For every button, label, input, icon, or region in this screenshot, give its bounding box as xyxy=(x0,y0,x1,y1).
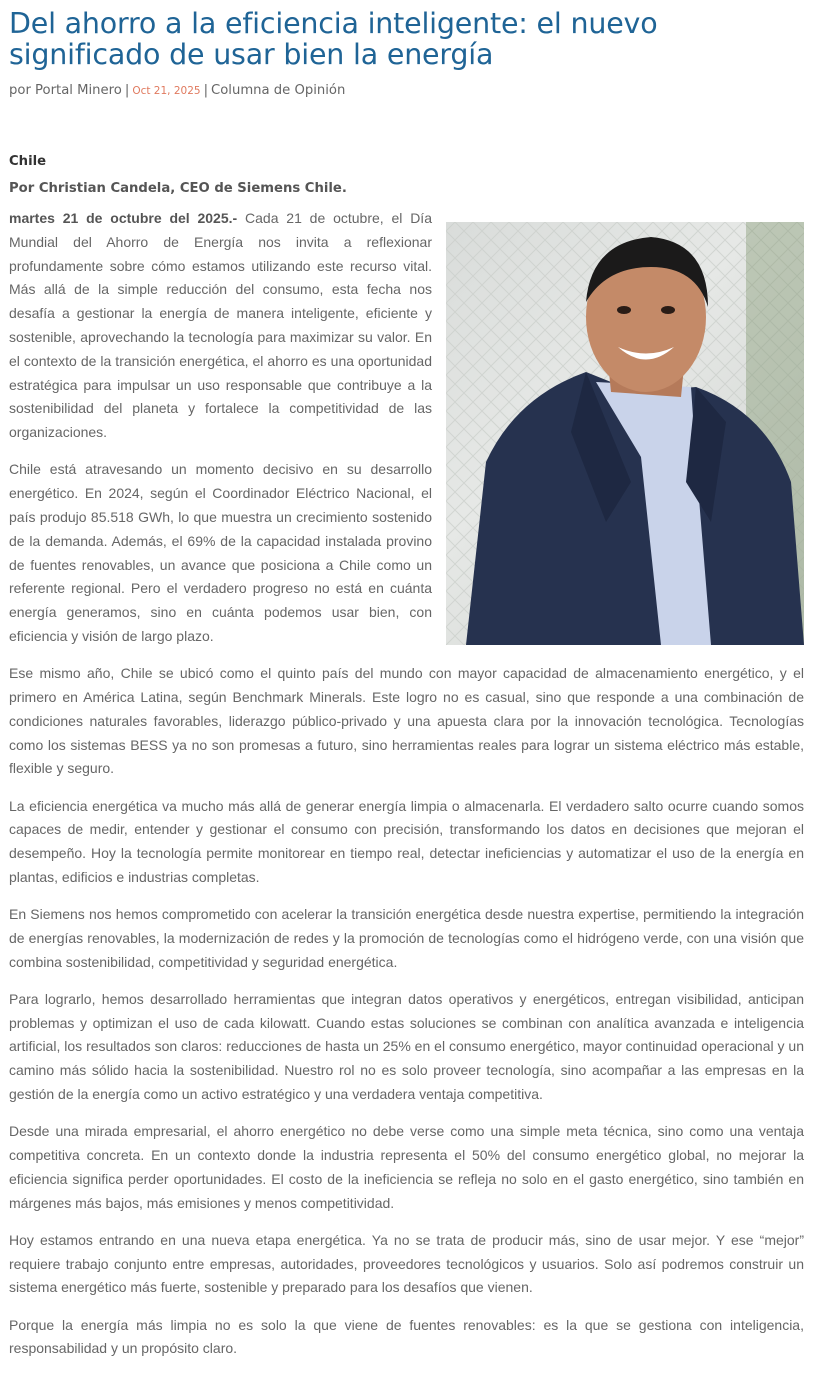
post-meta xyxy=(9,81,804,101)
article xyxy=(9,0,804,1375)
paragraph: Ese mismo año, Chile se ubicó como el quinto país del mundo con mayor capacidad de almacenamiento energético, y el primero en América Latina, según Benchmark Minerals. Este logro no es casual, sino que responde a una combinación de condiciones naturales favorables, liderazgo público-privado y una apuesta clara por la innovación tecnológica. Tecnologías como los sistemas BESS ya no son promesas a futuro, sino herramientas reales para lograr un sistema eléctrico más estable, flexible y seguro. xyxy=(9,665,804,777)
article-title: Del ahorro a la eficiencia inteligente: el nuevo significado de usar bien la energía xyxy=(9,7,658,71)
paragraph: Porque la energía más limpia no es solo la que viene de fuentes renovables: es la que se gestiona con inteligencia, responsabilidad y un propósito claro. xyxy=(9,1316,804,1357)
paragraph: Chile está atravesando un momento decisivo en su desarrollo energético. En 2024, según el Coordinador Eléctrico Nacional, el país produjo 85.518 GWh, lo que muestra un crecimiento sostenido de la demanda. Además, el 69% de la capacidad instalada provino de fuentes renovables, un avance que posiciona a Chile como un referente regional. Pero el verdadero progreso no está en cuánta energía generamos, sino en cuánta podemos usar bien, con eficiencia y visión de largo plazo. xyxy=(9,461,432,644)
portrait-illustration xyxy=(446,222,804,645)
region-label: Chile xyxy=(9,154,47,169)
article-body xyxy=(9,207,804,1361)
meta-separator: | xyxy=(124,83,130,98)
paragraph: En Siemens nos hemos comprometido con acelerar la transición energética desde nuestra expertise, permitiendo la integración de energías renovables, la modernización de redes y la promoción de tecnologías como el hidrógeno verde, con una visión que combina sostenibilidad, competitividad y seguridad energética. xyxy=(9,906,804,970)
author-byline: Por Christian Candela, CEO de Siemens Chile. xyxy=(9,181,347,196)
meta-separator: | xyxy=(203,83,209,98)
author-photo xyxy=(446,222,804,645)
paragraph: Para lograrlo, hemos desarrollado herramientas que integran datos operativos y energéticos, entregan visibilidad, anticipan problemas y optimizan el uso de cada kilowatt. Cuando estas soluciones se combinan con analítica avanzada e inteligencia artificial, los resultados son claros: reducciones de hasta un 25% en el consumo energético, mayor continuidad operacional y un camino más sólido hacia la sostenibilidad. Nuestro rol no es solo proveer tecnología, sino acompañar a las empresas en la gestión de la energía como un activo estratégico y una verdadera ventaja competitiva. xyxy=(9,990,804,1103)
author-link[interactable]: por Portal Minero xyxy=(9,83,122,98)
lead-date: martes 21 de octubre del 2025.- xyxy=(9,210,238,226)
post-date: Oct 21, 2025 xyxy=(132,85,201,97)
paragraph: Hoy estamos entrando en una nueva etapa energética. Ya no se trata de producir más, sino de usar mejor. Y ese “mejor” requiere trabajo conjunto entre empresas, autoridades, proveedores tecnológicos y usuarios. Solo así podremos construir un sistema energético más fuerte, sostenible y preparado para los desafíos que vienen. xyxy=(9,1231,804,1296)
paragraph-text: Cada 21 de octubre, el Día Mundial del Ahorro de Energía nos invita a reflexionar profundamente sobre cómo estamos utilizando este recurso vital. Más allá de la simple reducción del consumo, esta fecha nos desafía a gestionar la energía de manera inteligente, eficiente y sostenible, aprovechando la tecnología para maximizar su valor. En el contexto de la transición energética, el ahorro es una oportunidad estratégica para impulsar un uso responsable que contribuye a la sostenibilidad del planeta y fortalece la competitividad de las organizaciones. xyxy=(9,210,432,441)
category-link[interactable]: Columna de Opinión xyxy=(211,83,346,98)
paragraph: La eficiencia energética va mucho más allá de generar energía limpia o almacenarla. El verdadero salto ocurre cuando somos capaces de medir, entender y gestionar el consumo con precisión, transformando los datos en decisiones que mejoran el desempeño. Hoy la tecnología permite monitorear en tiempo real, detectar ineficiencias y automatizar el uso de la energía en plantas, edificios e industrias completas. xyxy=(9,797,804,885)
paragraph: Desde una mirada empresarial, el ahorro energético no debe verse como una simple meta técnica, sino como una ventaja competitiva concreta. En un contexto donde la industria representa el 50% del consumo energético global, no mejorar la eficiencia significa perder oportunidades. El costo de la ineficiencia se refleja no solo en el gasto energético, sino también en márgenes más bajos, más emisiones y menos competitividad. xyxy=(9,1123,804,1211)
